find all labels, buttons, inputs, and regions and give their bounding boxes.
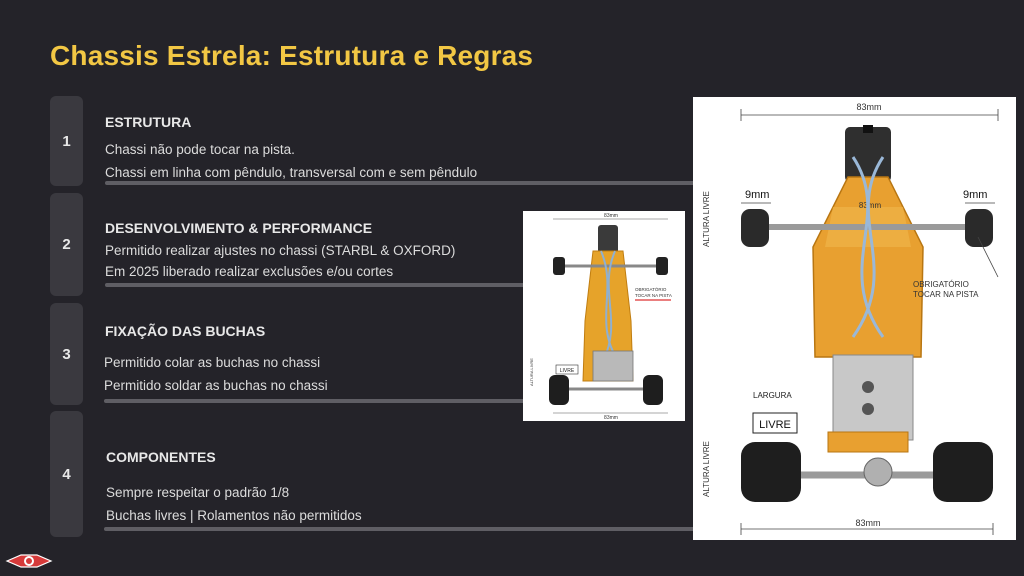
small-free-label: LIVRE: [559, 368, 575, 374]
section-number-4: 4: [50, 411, 83, 537]
small-touch-label-2: TOCAR NA PISTA: [635, 293, 672, 298]
small-touch-label-1: OBRIGATÓRIO: [635, 287, 667, 292]
section-4-line-1: Sempre respeitar o padrão 1/8: [106, 485, 290, 500]
width-label: LARGURA: [753, 391, 792, 400]
top-width-label: 83mm: [856, 102, 882, 112]
bottom-width-label: 83mm: [855, 518, 881, 528]
section-3-line-2: Permitido soldar as buchas no chassi: [104, 378, 328, 393]
right-axle-label: 9mm: [963, 189, 988, 201]
small-top-width: 83mm: [604, 213, 618, 219]
height-label-top: ALTURA LIVRE: [702, 191, 711, 247]
section-1-line-1: Chassi não pode tocar na pista.: [105, 142, 295, 157]
section-2-line-1: Permitido realizar ajustes no chassi (STARBL & OXFORD): [105, 243, 456, 258]
touch-label-2: TOCAR NA PISTA: [913, 290, 979, 299]
small-bottom-width: 83mm: [604, 415, 618, 421]
section-heading-1: ESTRUTURA: [105, 114, 192, 130]
height-label-bottom: ALTURA LIVRE: [702, 441, 711, 497]
section-heading-2: DESENVOLVIMENTO & PERFORMANCE: [105, 220, 373, 236]
section-heading-3: FIXAÇÃO DAS BUCHAS: [105, 323, 266, 339]
section-4-line-2: Buchas livres | Rolamentos não permitidos: [106, 508, 362, 523]
section-number-1: 1: [50, 96, 83, 186]
section-4-leader-line: [104, 527, 696, 531]
section-3-leader-line: [104, 399, 560, 403]
large-chassis-illustration: [693, 97, 1016, 540]
section-1-line-2: Chassi em linha com pêndulo, transversal com e sem pêndulo: [105, 165, 478, 180]
large-chassis-diagram: [693, 97, 1016, 540]
left-axle-label: 9mm: [745, 189, 770, 201]
free-label: LIVRE: [759, 419, 791, 431]
section-3-line-1: Permitido colar as buchas no chassi: [104, 355, 321, 370]
inner-width-label: 83mm: [858, 201, 882, 210]
section-2-line-2: Em 2025 liberado realizar exclusões e/ou cortes: [105, 264, 394, 279]
small-chassis-illustration: [523, 211, 685, 421]
section-1-leader-line: [105, 181, 695, 185]
section-heading-4: COMPONENTES: [106, 449, 216, 465]
touch-label-1: OBRIGATÓRIO: [913, 280, 969, 289]
section-number-3: 3: [50, 303, 83, 405]
page-title: Chassis Estrela: Estrutura e Regras: [50, 40, 534, 71]
section-number-2: 2: [50, 193, 83, 296]
logo-icon: [5, 550, 53, 572]
small-height-label: ALTURA LIVRE: [529, 358, 534, 386]
small-chassis-diagram: [523, 211, 685, 421]
